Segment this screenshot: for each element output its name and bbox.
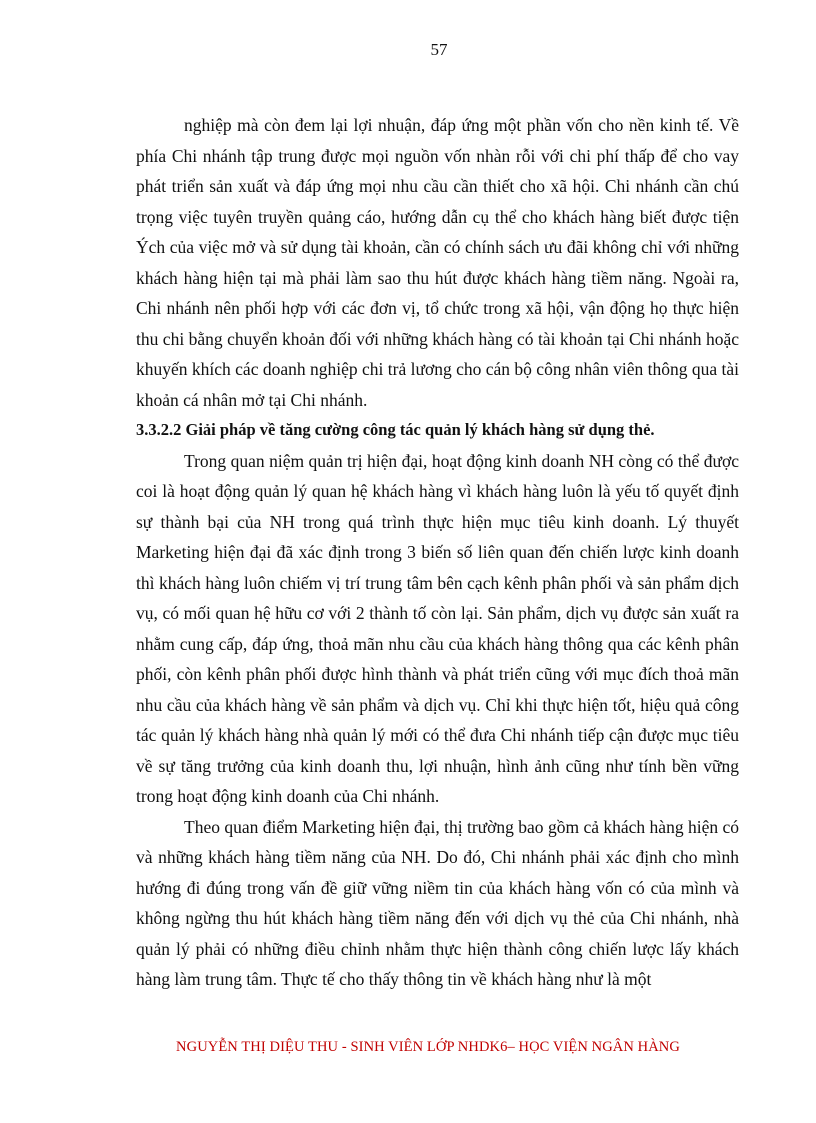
- section-heading: 3.3.2.2 Giải pháp về tăng cường công tác quản lý khách hàng sử dụng thẻ.: [136, 420, 655, 439]
- document-body: [136, 110, 739, 995]
- page-number: 57: [430, 40, 448, 59]
- body-paragraph-2: Trong quan niệm quản trị hiện đại, hoạt động kinh doanh NH còng có thể được coi là hoạt động quản lý quan hệ khách hàng vì khách hàng luôn là yếu tố quyết định sự thành bại của NH trong quá trình thực hiện mục tiêu kinh doanh. Lý thuyết Marketing hiện đại đã xác định trong 3 biến số liên quan đến chiến lược kinh doanh thì khách hàng luôn chiếm vị trí trung tâm bên cạch kênh phân phối và sản phẩm dịch vụ, có mối quan hệ hữu cơ với 2 thành tố còn lại. Sản phẩm, dịch vụ được sản xuất ra nhằm cung cấp, đáp ứng, thoả mãn nhu cầu của khách hàng thông qua các kênh phân phối, còn kênh phân phối được hình thành và phát triển cũng với mục đích thoả mãn nhu cầu của khách hàng về sản phẩm và dịch vụ. Chỉ khi thực hiện tốt, hiệu quả công tác quản lý khách hàng nhà quản lý mới có thể đưa Chi nhánh tiếp cận được mục tiêu về sự tăng trưởng của kinh doanh thu, lợi nhuận, hình ảnh cũng như tính bền vững trong hoạt động kinh doanh của Chi nhánh.: [136, 450, 739, 806]
- body-paragraph-3: Theo quan điểm Marketing hiện đại, thị trường bao gồm cả khách hàng hiện có và những khách hàng tiềm năng của NH. Do đó, Chi nhánh phải xác định cho mình hướng đi đúng trong vấn đề giữ vững niềm tin của khách hàng vốn có của mình và không ngừng thu hút khách hàng tiềm năng đến với dịch vụ thẻ của Chi nhánh, nhà quản lý phải có những điều chỉnh nhằm thực hiện thành công chiến lược lấy khách hàng làm trung tâm. Thực tế cho thấy thông tin về khách hàng như là một: [136, 816, 739, 989]
- page-footer: NGUYỄN THỊ DIỆU THU - SINH VIÊN LỚP NHDK6– HỌC VIỆN NGÂN HÀNG: [176, 1039, 680, 1055]
- body-paragraph-1: nghiệp mà còn đem lại lợi nhuận, đáp ứng một phần vốn cho nền kinh tế. Về phía Chi nhánh tập trung được mọi nguồn vốn nhàn rỗi với chi phí thấp để cho vay phát triển sản xuất và đáp ứng mọi nhu cầu cần thiết cho xã hội. Chi nhánh cần chú trọng việc tuyên truyền quảng cáo, hướng dẫn cụ thể cho khách hàng biết được tiện Ých của việc mở và sử dụng tài khoản, cần có chính sách ưu đãi không chỉ với những khách hàng hiện tại mà phải làm sao thu hút được khách hàng tiềm năng. Ngoài ra, Chi nhánh nên phối hợp với các đơn vị, tổ chức trong xã hội, vận động họ thực hiện thu chi bằng chuyển khoản đối với những khách hàng có tài khoản tại Chi nhánh hoặc khuyến khích các doanh nghiệp chi trả lương cho cán bộ công nhân viên thông qua tài khoản cá nhân mở tại Chi nhánh.: [136, 115, 739, 410]
